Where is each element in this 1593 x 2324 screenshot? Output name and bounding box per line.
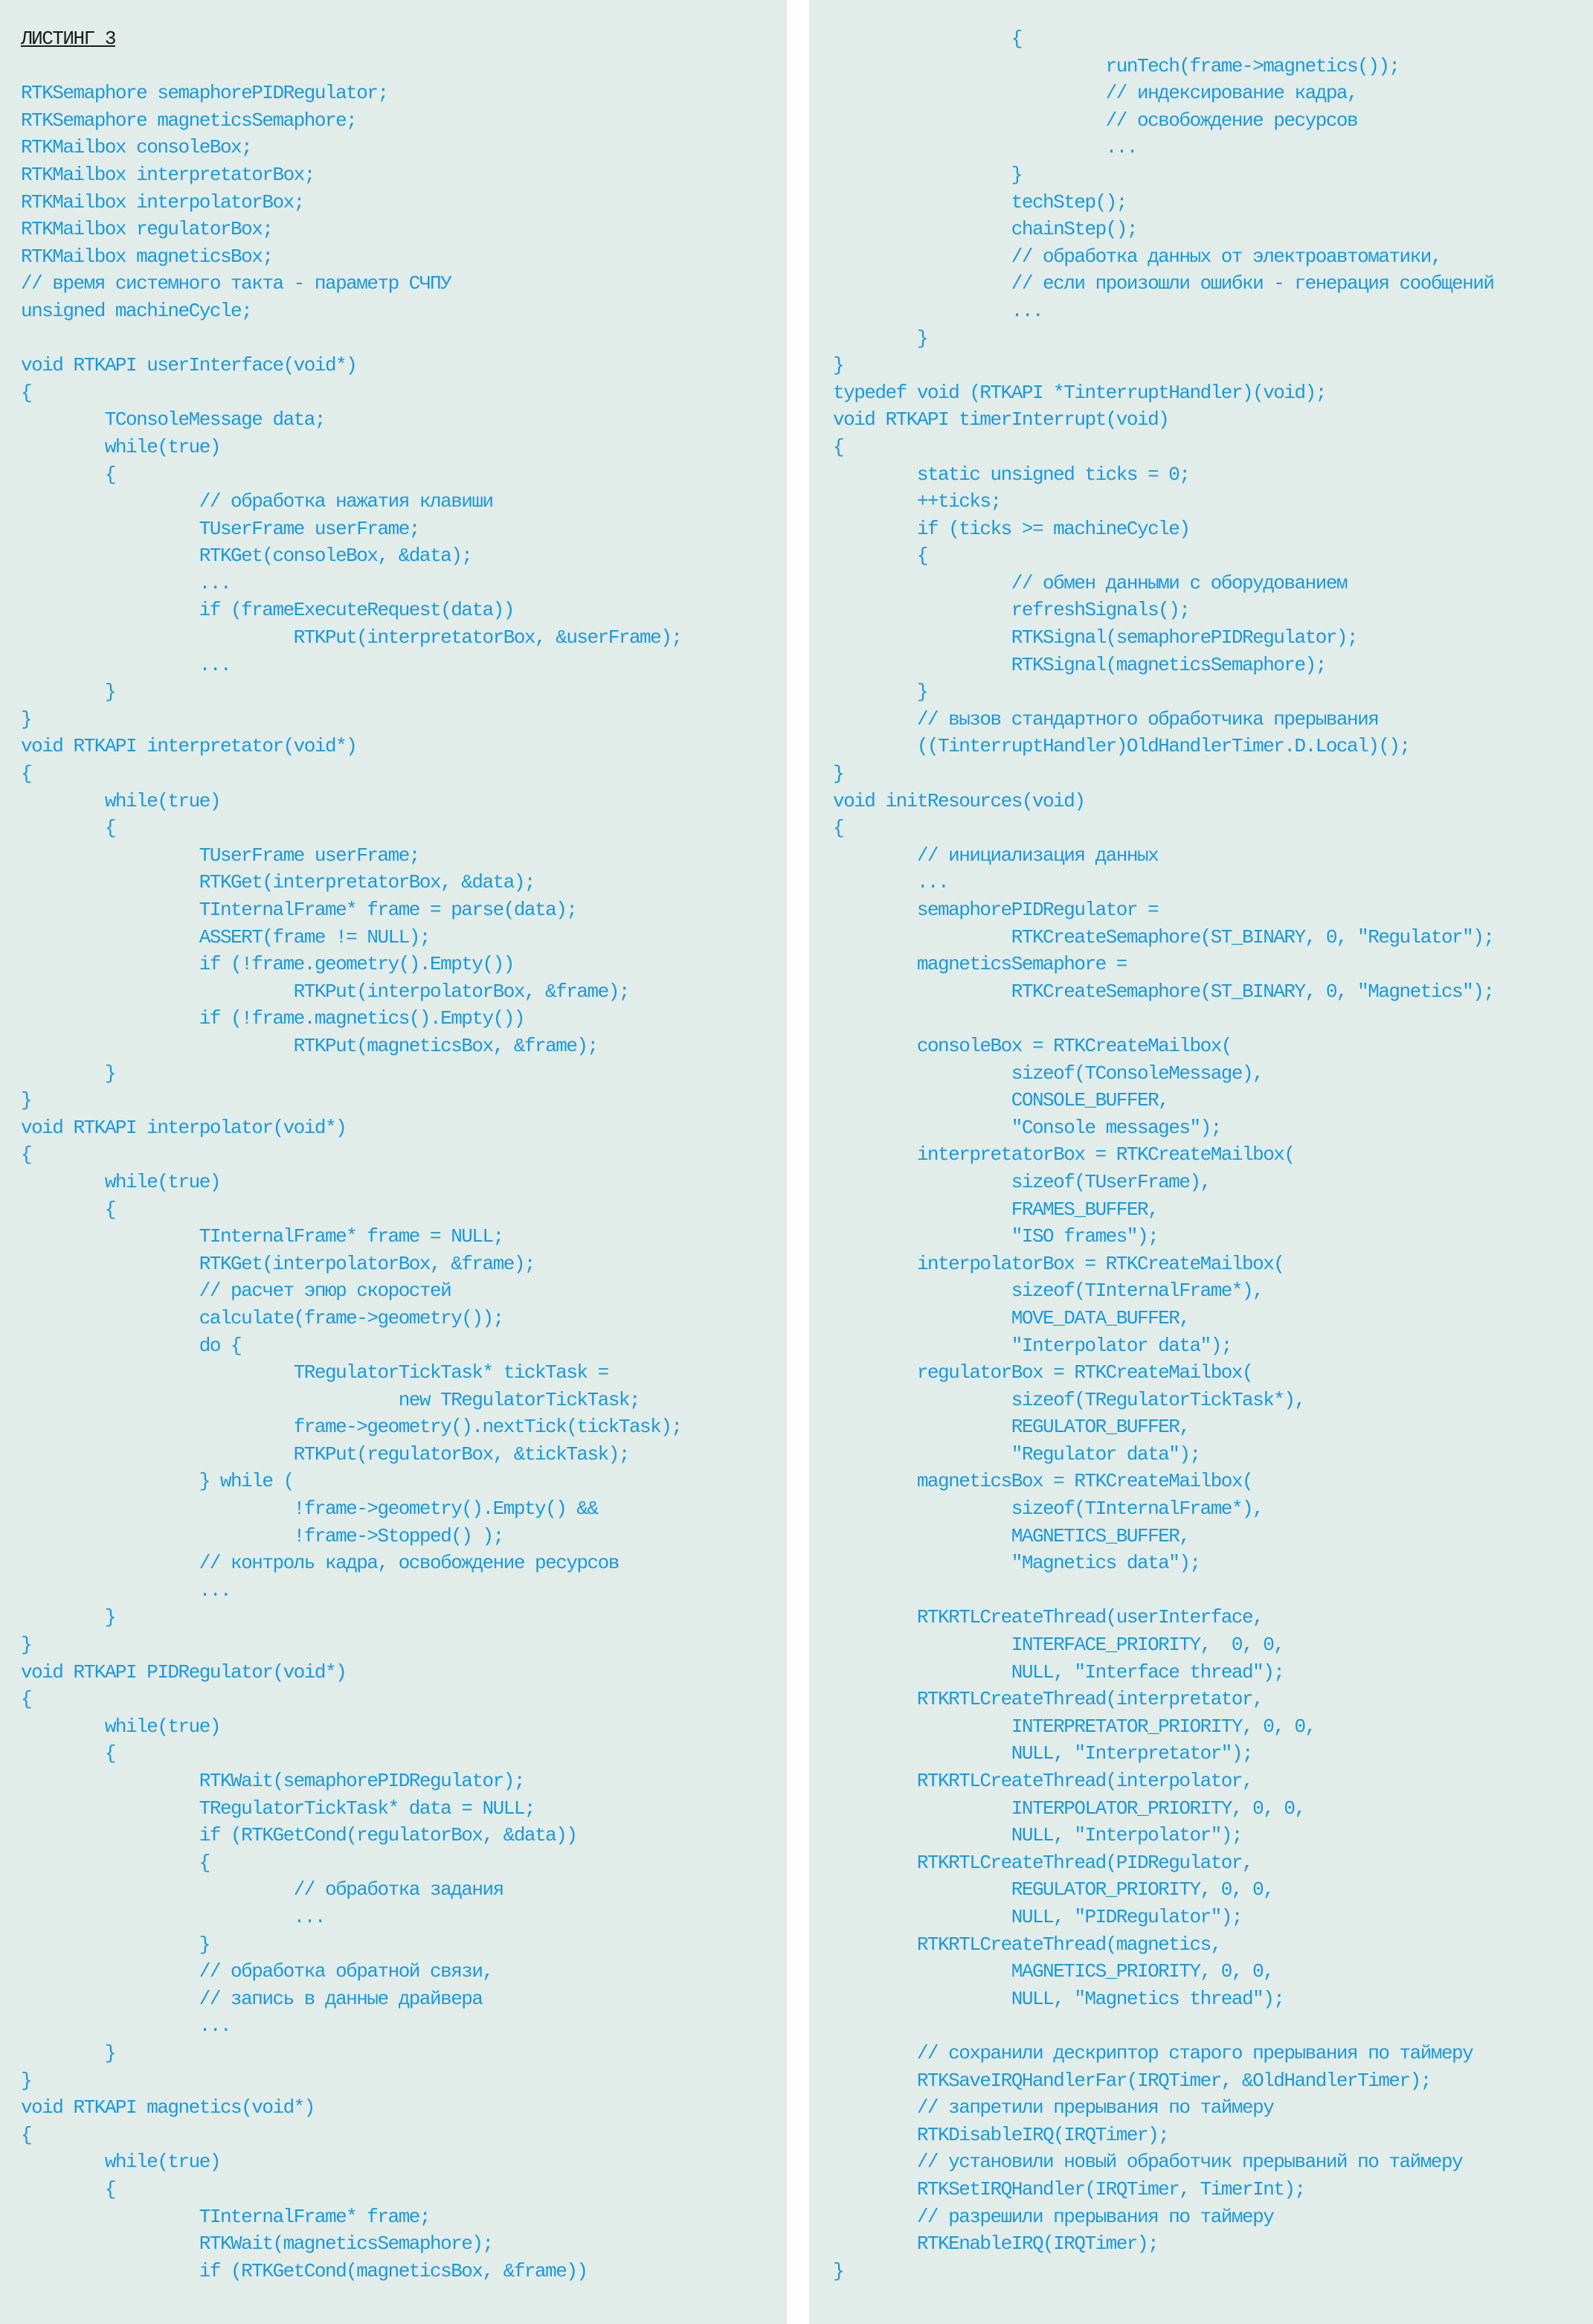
code-column-left xyxy=(0,0,787,2324)
code-line: // обработка задания xyxy=(21,1878,503,1901)
code-line: // контроль кадра, освобождение ресурсов xyxy=(21,1552,619,1575)
code-line: refreshSignals(); xyxy=(833,599,1190,622)
code-line: INTERPOLATOR_PRIORITY, 0, 0, xyxy=(833,1797,1305,1820)
code-line: "Magnetics data"); xyxy=(833,1552,1200,1575)
code-line: while(true) xyxy=(21,1170,220,1193)
code-line: // индексирование кадра, xyxy=(833,82,1358,105)
code-line: RTKMailbox interpretatorBox; xyxy=(21,163,315,186)
code-line: void RTKAPI timerInterrupt(void) xyxy=(833,408,1169,431)
code-line xyxy=(833,2012,1593,2040)
code-line xyxy=(21,53,787,80)
code-line: interpretatorBox = RTKCreateMailbox( xyxy=(833,1143,1295,1166)
code-line: { xyxy=(833,435,844,458)
code-line: MAGNETICS_BUFFER, xyxy=(833,1524,1190,1547)
code-line: magneticsBox = RTKCreateMailbox( xyxy=(833,1470,1253,1493)
code-line: if (RTKGetCond(regulatorBox, &data)) xyxy=(21,1824,577,1847)
code-line: { xyxy=(21,763,32,786)
code-line: ++ticks; xyxy=(833,490,1001,513)
code-line: ((TinterruptHandler)OldHandlerTimer.D.Local)(); xyxy=(833,735,1410,758)
code-line: ... xyxy=(21,653,231,676)
code-line: NULL, "PIDRegulator"); xyxy=(833,1905,1242,1928)
code-line: magneticsSemaphore = xyxy=(833,953,1127,976)
code-line: } xyxy=(833,327,927,350)
code-line: while(true) xyxy=(21,2151,220,2174)
code-line: RTKRTLCreateThread(PIDRegulator, xyxy=(833,1851,1253,1874)
code-line: RTKRTLCreateThread(interpolator, xyxy=(833,1770,1253,1792)
code-line: !frame->Stopped() ); xyxy=(21,1524,503,1547)
code-line: RTKWait(semaphorePIDRegulator); xyxy=(21,1770,524,1792)
code-line: if (!frame.magnetics().Empty()) xyxy=(21,1007,524,1030)
code-line: // обработка нажатия клавиши xyxy=(21,490,493,513)
code-line: ... xyxy=(833,136,1137,159)
code-line: RTKGet(interpretatorBox, &data); xyxy=(21,871,535,894)
code-line: { xyxy=(21,1851,210,1874)
code-line: } xyxy=(833,763,844,786)
code-line: RTKRTLCreateThread(magnetics, xyxy=(833,1933,1221,1956)
code-line: RTKSemaphore magneticsSemaphore; xyxy=(21,109,357,132)
code-line: RTKRTLCreateThread(interpretator, xyxy=(833,1688,1264,1711)
code-line: TInternalFrame* frame; xyxy=(21,2205,430,2228)
code-line: void initResources(void) xyxy=(833,789,1085,812)
code-line: NULL, "Interpolator"); xyxy=(833,1824,1242,1847)
code-line: regulatorBox = RTKCreateMailbox( xyxy=(833,1361,1253,1384)
code-line: { xyxy=(21,1688,32,1711)
code-column-right xyxy=(809,0,1593,2324)
code-line: static unsigned ticks = 0; xyxy=(833,463,1190,486)
code-line: RTKMailbox regulatorBox; xyxy=(21,218,273,241)
code-line: sizeof(TUserFrame), xyxy=(833,1170,1211,1193)
code-line: NULL, "Interpretator"); xyxy=(833,1742,1253,1765)
code-line: techStep(); xyxy=(833,190,1127,214)
code-line: // освобождение ресурсов xyxy=(833,109,1358,132)
code-line: RTKPut(interpolatorBox, &frame); xyxy=(21,980,629,1003)
code-line: } xyxy=(21,2069,32,2092)
code-line: } xyxy=(833,681,927,704)
code-line: void RTKAPI PIDRegulator(void*) xyxy=(21,1660,347,1683)
listing-title: ЛИСТИНГ 3 xyxy=(21,28,115,50)
code-line: TRegulatorTickTask* tickTask = xyxy=(21,1361,608,1384)
code-line: MOVE_DATA_BUFFER, xyxy=(833,1306,1190,1329)
code-line: FRAMES_BUFFER, xyxy=(833,1198,1159,1221)
code-line: // обработка данных от электроавтоматики, xyxy=(833,245,1441,268)
code-line: RTKDisableIRQ(IRQTimer); xyxy=(833,2123,1169,2146)
code-line: if (frameExecuteRequest(data)) xyxy=(21,599,514,622)
code-line: RTKMailbox interpolatorBox; xyxy=(21,190,304,214)
code-line: void RTKAPI userInterface(void*) xyxy=(21,354,357,377)
code-line: RTKCreateSemaphore(ST_BINARY, 0, "Regulator"); xyxy=(833,925,1494,948)
code-line: TUserFrame userFrame; xyxy=(21,517,419,540)
code-line: REGULATOR_BUFFER, xyxy=(833,1416,1190,1439)
code-line: } xyxy=(21,707,32,731)
code-line: // запретили прерывания по таймеру xyxy=(833,2096,1274,2119)
code-line: RTKSignal(magneticsSemaphore); xyxy=(833,653,1326,676)
code-line: // расчет эпюр скоростей xyxy=(21,1280,451,1303)
code-line: if (ticks >= machineCycle) xyxy=(833,517,1190,540)
code-line: // вызов стандартного обработчика прерывания xyxy=(833,707,1379,731)
code-line: RTKEnableIRQ(IRQTimer); xyxy=(833,2232,1159,2256)
code-line: { xyxy=(21,817,115,840)
code-line: { xyxy=(833,817,844,840)
code-line: TInternalFrame* frame = parse(data); xyxy=(21,899,577,921)
code-line: RTKSignal(semaphorePIDRegulator); xyxy=(833,626,1358,649)
code-line: NULL, "Interface thread"); xyxy=(833,1660,1284,1683)
code-line: TUserFrame userFrame; xyxy=(21,844,419,867)
code-line: CONSOLE_BUFFER, xyxy=(833,1089,1169,1112)
code-line: } xyxy=(833,2259,844,2282)
code-line: INTERFACE_PRIORITY, 0, 0, xyxy=(833,1634,1284,1657)
code-line: { xyxy=(21,2123,32,2146)
code-line: INTERPRETATOR_PRIORITY, 0, 0, xyxy=(833,1715,1316,1738)
code-line: ... xyxy=(21,571,231,594)
code-line: sizeof(TInternalFrame*), xyxy=(833,1498,1264,1521)
code-line: } xyxy=(833,163,1022,186)
code-line: void RTKAPI interpolator(void*) xyxy=(21,1116,347,1139)
code-line: frame->geometry().nextTick(tickTask); xyxy=(21,1416,682,1439)
code-line: ... xyxy=(21,1905,325,1928)
code-line: RTKMailbox magneticsBox; xyxy=(21,245,273,268)
code-line: if (RTKGetCond(magneticsBox, &frame)) xyxy=(21,2259,588,2282)
code-line: ... xyxy=(21,2015,231,2038)
code-line: sizeof(TInternalFrame*), xyxy=(833,1280,1264,1303)
code-line: runTech(frame->magnetics()); xyxy=(833,54,1400,77)
code-line: MAGNETICS_PRIORITY, 0, 0, xyxy=(833,1960,1274,1983)
code-line: calculate(frame->geometry()); xyxy=(21,1306,503,1329)
code-line: !frame->geometry().Empty() && xyxy=(21,1498,598,1521)
code-line: // время системного такта - параметр СЧПУ xyxy=(21,272,451,295)
code-line: REGULATOR_PRIORITY, 0, 0, xyxy=(833,1878,1274,1901)
code-line: if (!frame.geometry().Empty()) xyxy=(21,953,514,976)
code-line: RTKRTLCreateThread(userInterface, xyxy=(833,1606,1264,1629)
code-line: ... xyxy=(833,871,949,894)
code-line: chainStep(); xyxy=(833,218,1137,241)
code-line: TConsoleMessage data; xyxy=(21,408,325,431)
code-lines-left xyxy=(21,53,787,2285)
code-line: RTKPut(magneticsBox, &frame); xyxy=(21,1034,598,1057)
code-line: NULL, "Magnetics thread"); xyxy=(833,1987,1284,2010)
code-line: { xyxy=(21,463,115,486)
code-line: RTKPut(interpretatorBox, &userFrame); xyxy=(21,626,682,649)
code-line: "ISO frames"); xyxy=(833,1225,1159,1248)
code-line: consoleBox = RTKCreateMailbox( xyxy=(833,1034,1232,1057)
code-line: sizeof(TConsoleMessage), xyxy=(833,1062,1264,1085)
code-line xyxy=(833,1005,1593,1033)
code-line: ... xyxy=(21,1579,231,1602)
code-line: } xyxy=(21,1089,32,1112)
code-line: { xyxy=(21,1143,32,1166)
code-line xyxy=(21,325,787,353)
code-line: // если произошли ошибки - генерация сообщений xyxy=(833,272,1494,295)
code-line: "Console messages"); xyxy=(833,1116,1221,1139)
code-line: RTKSetIRQHandler(IRQTimer, TimerInt); xyxy=(833,2177,1305,2201)
code-line: RTKSaveIRQHandlerFar(IRQTimer, &OldHandlerTimer); xyxy=(833,2069,1431,2092)
code-line: while(true) xyxy=(21,435,220,458)
code-line: TRegulatorTickTask* data = NULL; xyxy=(21,1797,535,1820)
code-line: RTKMailbox consoleBox; xyxy=(21,136,252,159)
code-line: new TRegulatorTickTask; xyxy=(21,1388,640,1411)
code-line: } xyxy=(21,1634,32,1657)
code-line: { xyxy=(21,381,32,404)
code-line: // запись в данные драйвера xyxy=(21,1987,483,2010)
code-line: } xyxy=(833,354,844,377)
code-line: "Regulator data"); xyxy=(833,1442,1200,1466)
code-line: ... xyxy=(833,299,1043,322)
code-line: void RTKAPI magnetics(void*) xyxy=(21,2096,315,2119)
code-line: void RTKAPI interpretator(void*) xyxy=(21,735,357,758)
code-line: RTKGet(interpolatorBox, &frame); xyxy=(21,1252,535,1275)
code-lines-right xyxy=(833,25,1593,2285)
code-line: RTKGet(consoleBox, &data); xyxy=(21,545,472,568)
code-line: } xyxy=(21,1062,115,1085)
code-line: // сохранили дескриптор старого прерывания по таймеру xyxy=(833,2041,1473,2064)
code-line: ASSERT(frame != NULL); xyxy=(21,925,430,948)
code-line: interpolatorBox = RTKCreateMailbox( xyxy=(833,1252,1284,1275)
code-line: { xyxy=(21,1198,115,1221)
code-line: { xyxy=(21,1742,115,1765)
code-line: sizeof(TRegulatorTickTask*), xyxy=(833,1388,1305,1411)
code-line: typedef void (RTKAPI *TinterruptHandler)(void); xyxy=(833,381,1326,404)
code-line: // обмен данными с оборудованием xyxy=(833,571,1348,594)
code-line: semaphorePIDRegulator = xyxy=(833,899,1159,921)
code-line: RTKWait(magneticsSemaphore); xyxy=(21,2232,493,2256)
code-line: // инициализация данных xyxy=(833,844,1159,867)
code-line: { xyxy=(833,545,927,568)
code-line: } xyxy=(21,681,115,704)
code-line: while(true) xyxy=(21,789,220,812)
code-line: } xyxy=(21,2041,115,2064)
code-line: RTKSemaphore semaphorePIDRegulator; xyxy=(21,82,388,105)
code-line: { xyxy=(833,28,1022,50)
code-line: while(true) xyxy=(21,1715,220,1738)
code-line: // обработка обратной связи, xyxy=(21,1960,493,1983)
code-line: } xyxy=(21,1933,210,1956)
code-line: "Interpolator data"); xyxy=(833,1334,1232,1357)
code-line: // установили новый обработчик прерываний по таймеру xyxy=(833,2151,1463,2174)
code-line: } xyxy=(21,1606,115,1629)
code-line: } while ( xyxy=(21,1470,294,1493)
code-line: RTKPut(regulatorBox, &tickTask); xyxy=(21,1442,629,1466)
code-line xyxy=(833,1577,1593,1605)
code-line: TInternalFrame* frame = NULL; xyxy=(21,1225,503,1248)
code-line: // разрешили прерывания по таймеру xyxy=(833,2205,1274,2228)
code-line: { xyxy=(21,2177,115,2201)
code-line: RTKCreateSemaphore(ST_BINARY, 0, "Magnetics"); xyxy=(833,980,1494,1003)
code-line: unsigned machineCycle; xyxy=(21,299,252,322)
code-line: do { xyxy=(21,1334,242,1357)
